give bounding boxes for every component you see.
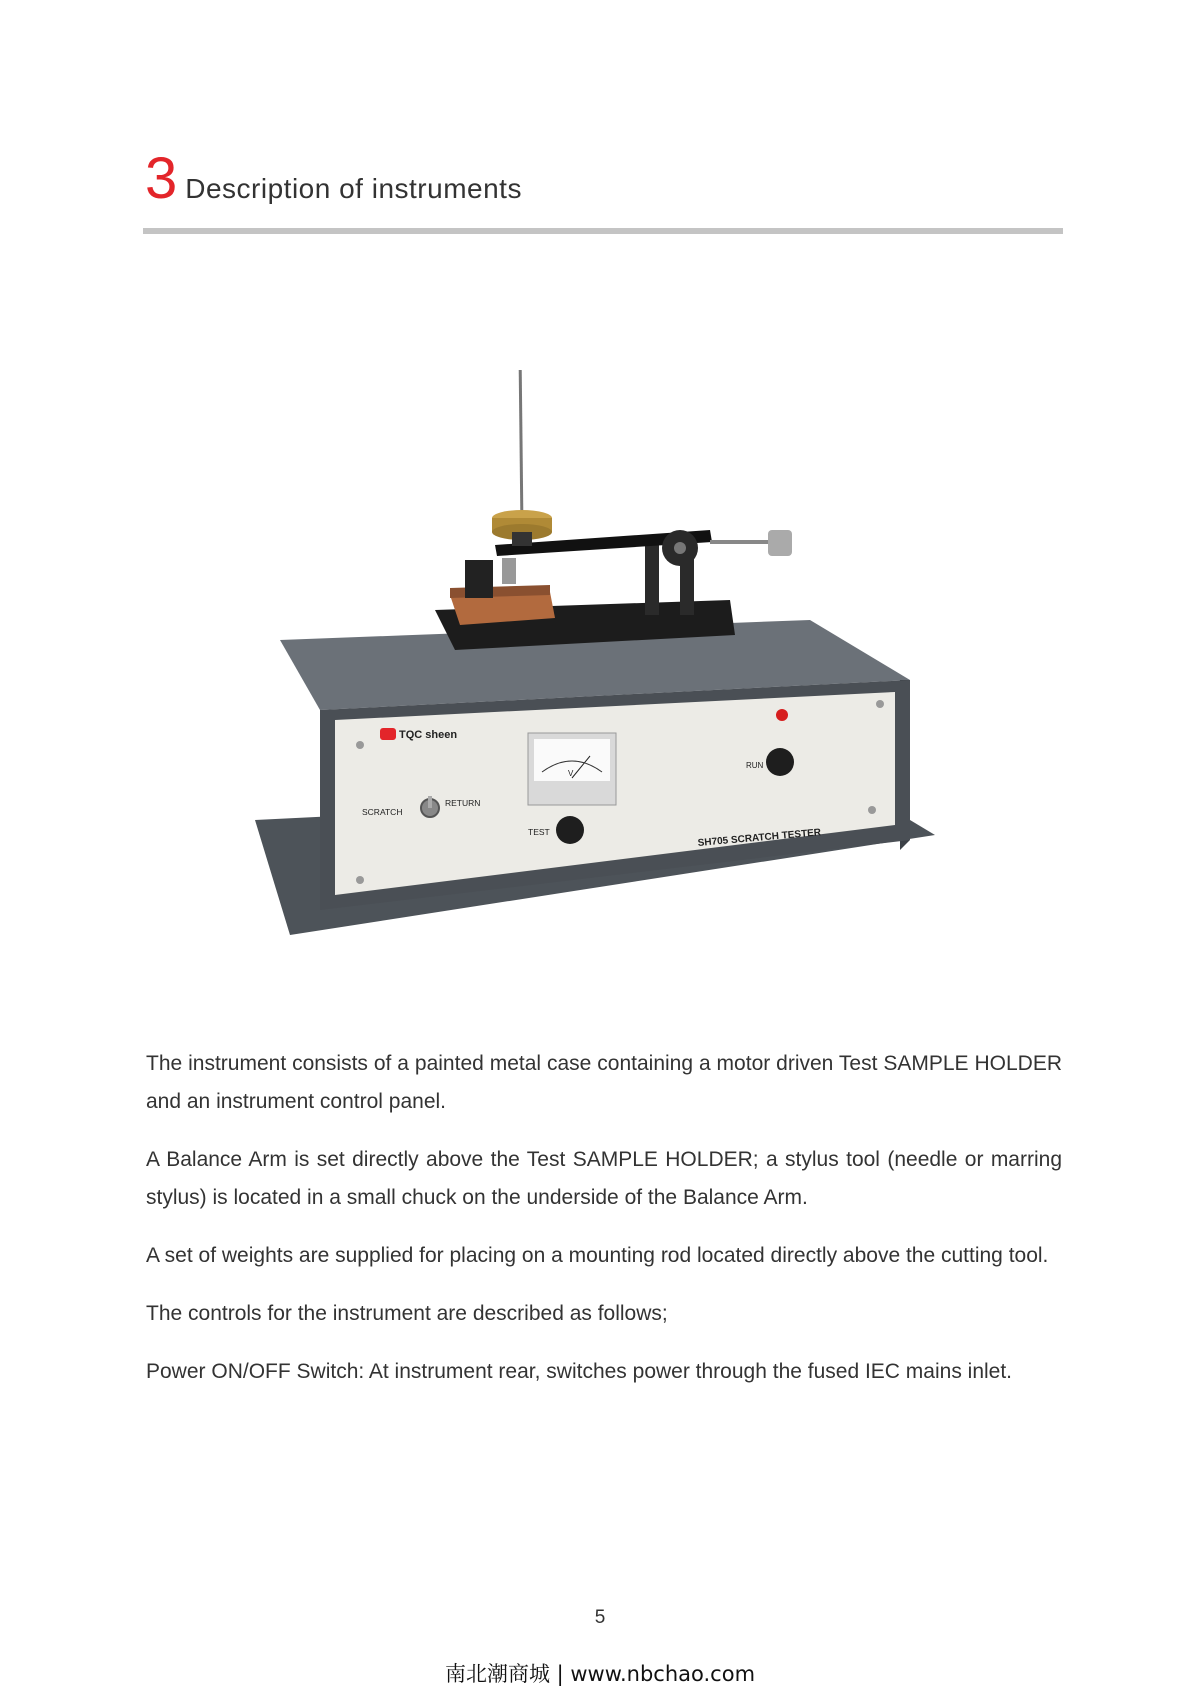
heading-divider <box>143 228 1063 234</box>
instrument-photo <box>250 370 950 1020</box>
counterweight <box>768 530 792 556</box>
section-number: 3 <box>145 146 178 211</box>
paragraph-2: A Balance Arm is set directly above the Test SAMPLE HOLDER; a stylus tool (needle or marring stylus) is located in a small chuck on the underside of the Balance Arm. <box>146 1148 1062 1209</box>
footer-watermark: 南北潮商城 | www.nbchao.com <box>444 1662 756 1686</box>
section-title: Description of instruments <box>185 173 522 204</box>
meter-unit: V <box>568 769 574 778</box>
test-button-icon <box>556 816 584 844</box>
run-button-label: RUN <box>746 761 764 770</box>
test-button-label: TEST <box>528 827 550 837</box>
switch-scratch-label: SCRATCH <box>362 807 403 817</box>
run-indicator-light <box>776 709 788 721</box>
run-button-icon <box>766 748 794 776</box>
weight-rod <box>520 370 522 530</box>
brand-logo-icon <box>380 728 396 740</box>
paragraph-3: A set of weights are supplied for placing on a mounting rod located directly above the cutting tool. <box>146 1244 1049 1267</box>
brand-logo-text: TQC sheen <box>399 729 458 741</box>
body-text <box>146 1045 1062 1411</box>
section-heading <box>145 146 522 211</box>
model-label: SH705 SCRATCH TESTER <box>697 827 822 849</box>
paragraph-1: The instrument consists of a painted metal case containing a motor driven Test SAMPLE HOLDER and an instrument control panel. <box>146 1052 1062 1113</box>
paragraph-4: The controls for the instrument are described as follows; <box>146 1302 668 1325</box>
page-number: 5 <box>594 1607 606 1628</box>
switch-return-label: RETURN <box>445 798 481 808</box>
paragraph-5: Power ON/OFF Switch: At instrument rear, switches power through the fused IEC mains inlet. <box>146 1360 1013 1383</box>
